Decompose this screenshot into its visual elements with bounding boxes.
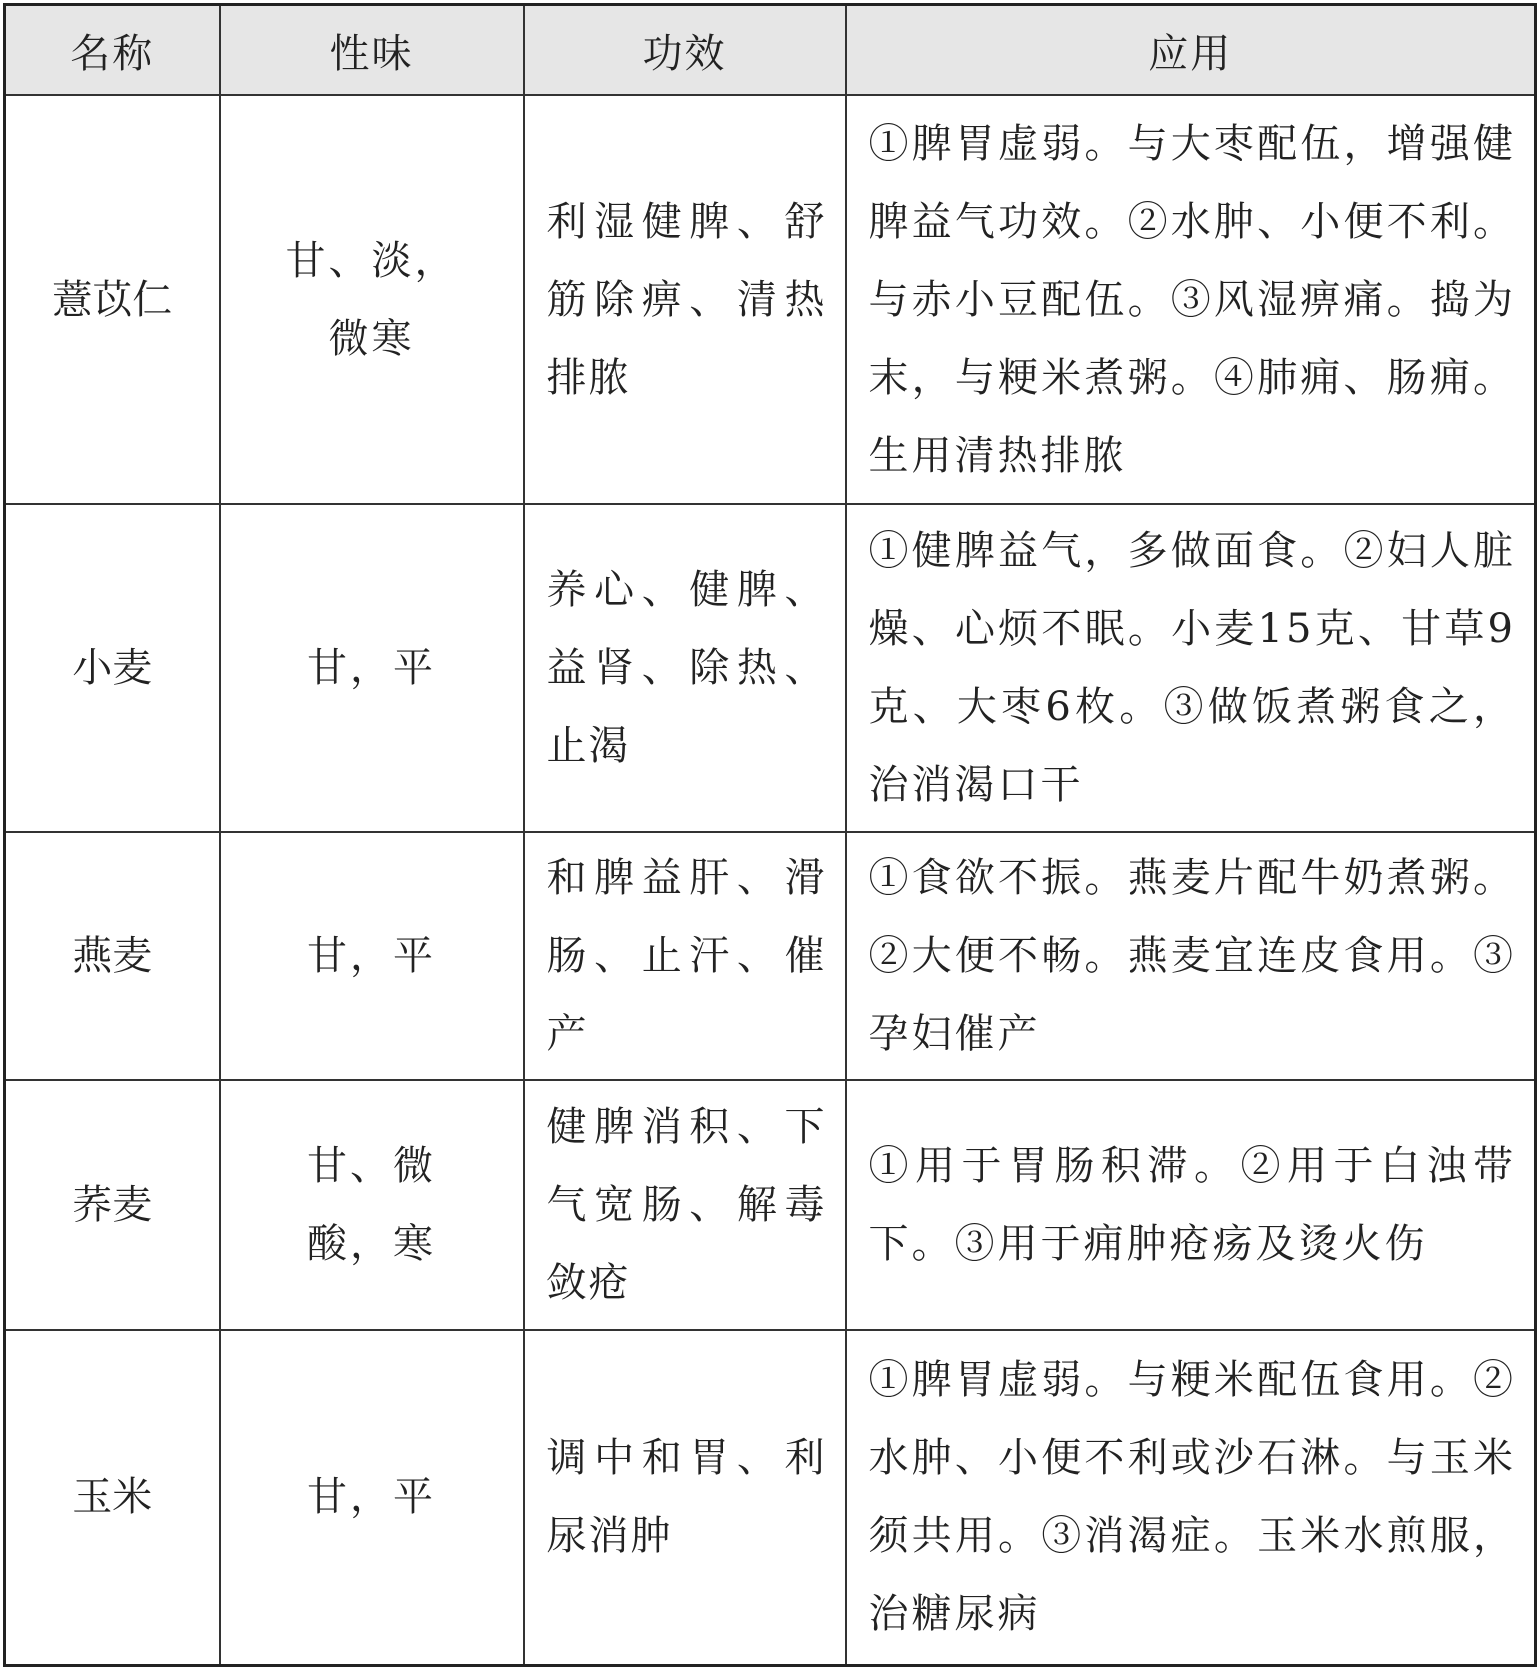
cell-effect: 利湿健脾、舒筋除痹、清热排脓 — [524, 95, 846, 504]
table-row — [5, 832, 1536, 1080]
table-row — [5, 1080, 1536, 1330]
taste-text: 甘，平 — [307, 1474, 436, 1521]
header-taste: 性味 — [220, 5, 524, 96]
cell-taste — [220, 504, 524, 832]
cell-name: 小麦 — [5, 504, 220, 832]
taste-text: 甘、淡，微寒 — [285, 237, 458, 362]
food-properties-table — [3, 3, 1537, 1667]
taste-text: 甘、微酸，寒 — [307, 1143, 436, 1267]
header-row — [5, 5, 1536, 96]
cell-usage: ①脾胃虚弱。与粳米配伍食用。②水肿、小便不利或沙石淋。与玉米须共用。③消渴症。玉米水煎服，治糖尿病 — [846, 1330, 1536, 1665]
cell-name: 燕麦 — [5, 832, 220, 1080]
cell-taste — [220, 1330, 524, 1665]
header-name: 名称 — [5, 5, 220, 96]
cell-effect: 健脾消积、下气宽肠、解毒敛疮 — [524, 1080, 846, 1330]
cell-name: 玉米 — [5, 1330, 220, 1665]
table-row — [5, 95, 1536, 504]
header-effect: 功效 — [524, 5, 846, 96]
cell-usage: ①用于胃肠积滞。②用于白浊带下。③用于痈肿疮疡及烫火伤 — [846, 1080, 1536, 1330]
cell-effect: 养心、健脾、益肾、除热、止渴 — [524, 504, 846, 832]
cell-name: 荞麦 — [5, 1080, 220, 1330]
cell-name: 薏苡仁 — [5, 95, 220, 504]
cell-taste — [220, 95, 524, 504]
cell-usage: ①健脾益气，多做面食。②妇人脏燥、心烦不眠。小麦15克、甘草9克、大枣6枚。③做饭煮粥食之，治消渴口干 — [846, 504, 1536, 832]
table-row — [5, 504, 1536, 832]
cell-effect: 和脾益肝、滑肠、止汗、催产 — [524, 832, 846, 1080]
cell-effect: 调中和胃、利尿消肿 — [524, 1330, 846, 1665]
table-row — [5, 1330, 1536, 1665]
header-usage: 应用 — [846, 5, 1536, 96]
taste-text: 甘，平 — [307, 645, 436, 691]
cell-usage: ①脾胃虚弱。与大枣配伍，增强健脾益气功效。②水肿、小便不利。与赤小豆配伍。③风湿痹痛。捣为末，与粳米煮粥。④肺痈、肠痈。生用清热排脓 — [846, 95, 1536, 504]
taste-text: 甘，平 — [307, 933, 436, 979]
cell-taste — [220, 832, 524, 1080]
cell-usage: ①食欲不振。燕麦片配牛奶煮粥。②大便不畅。燕麦宜连皮食用。③孕妇催产 — [846, 832, 1536, 1080]
cell-taste — [220, 1080, 524, 1330]
